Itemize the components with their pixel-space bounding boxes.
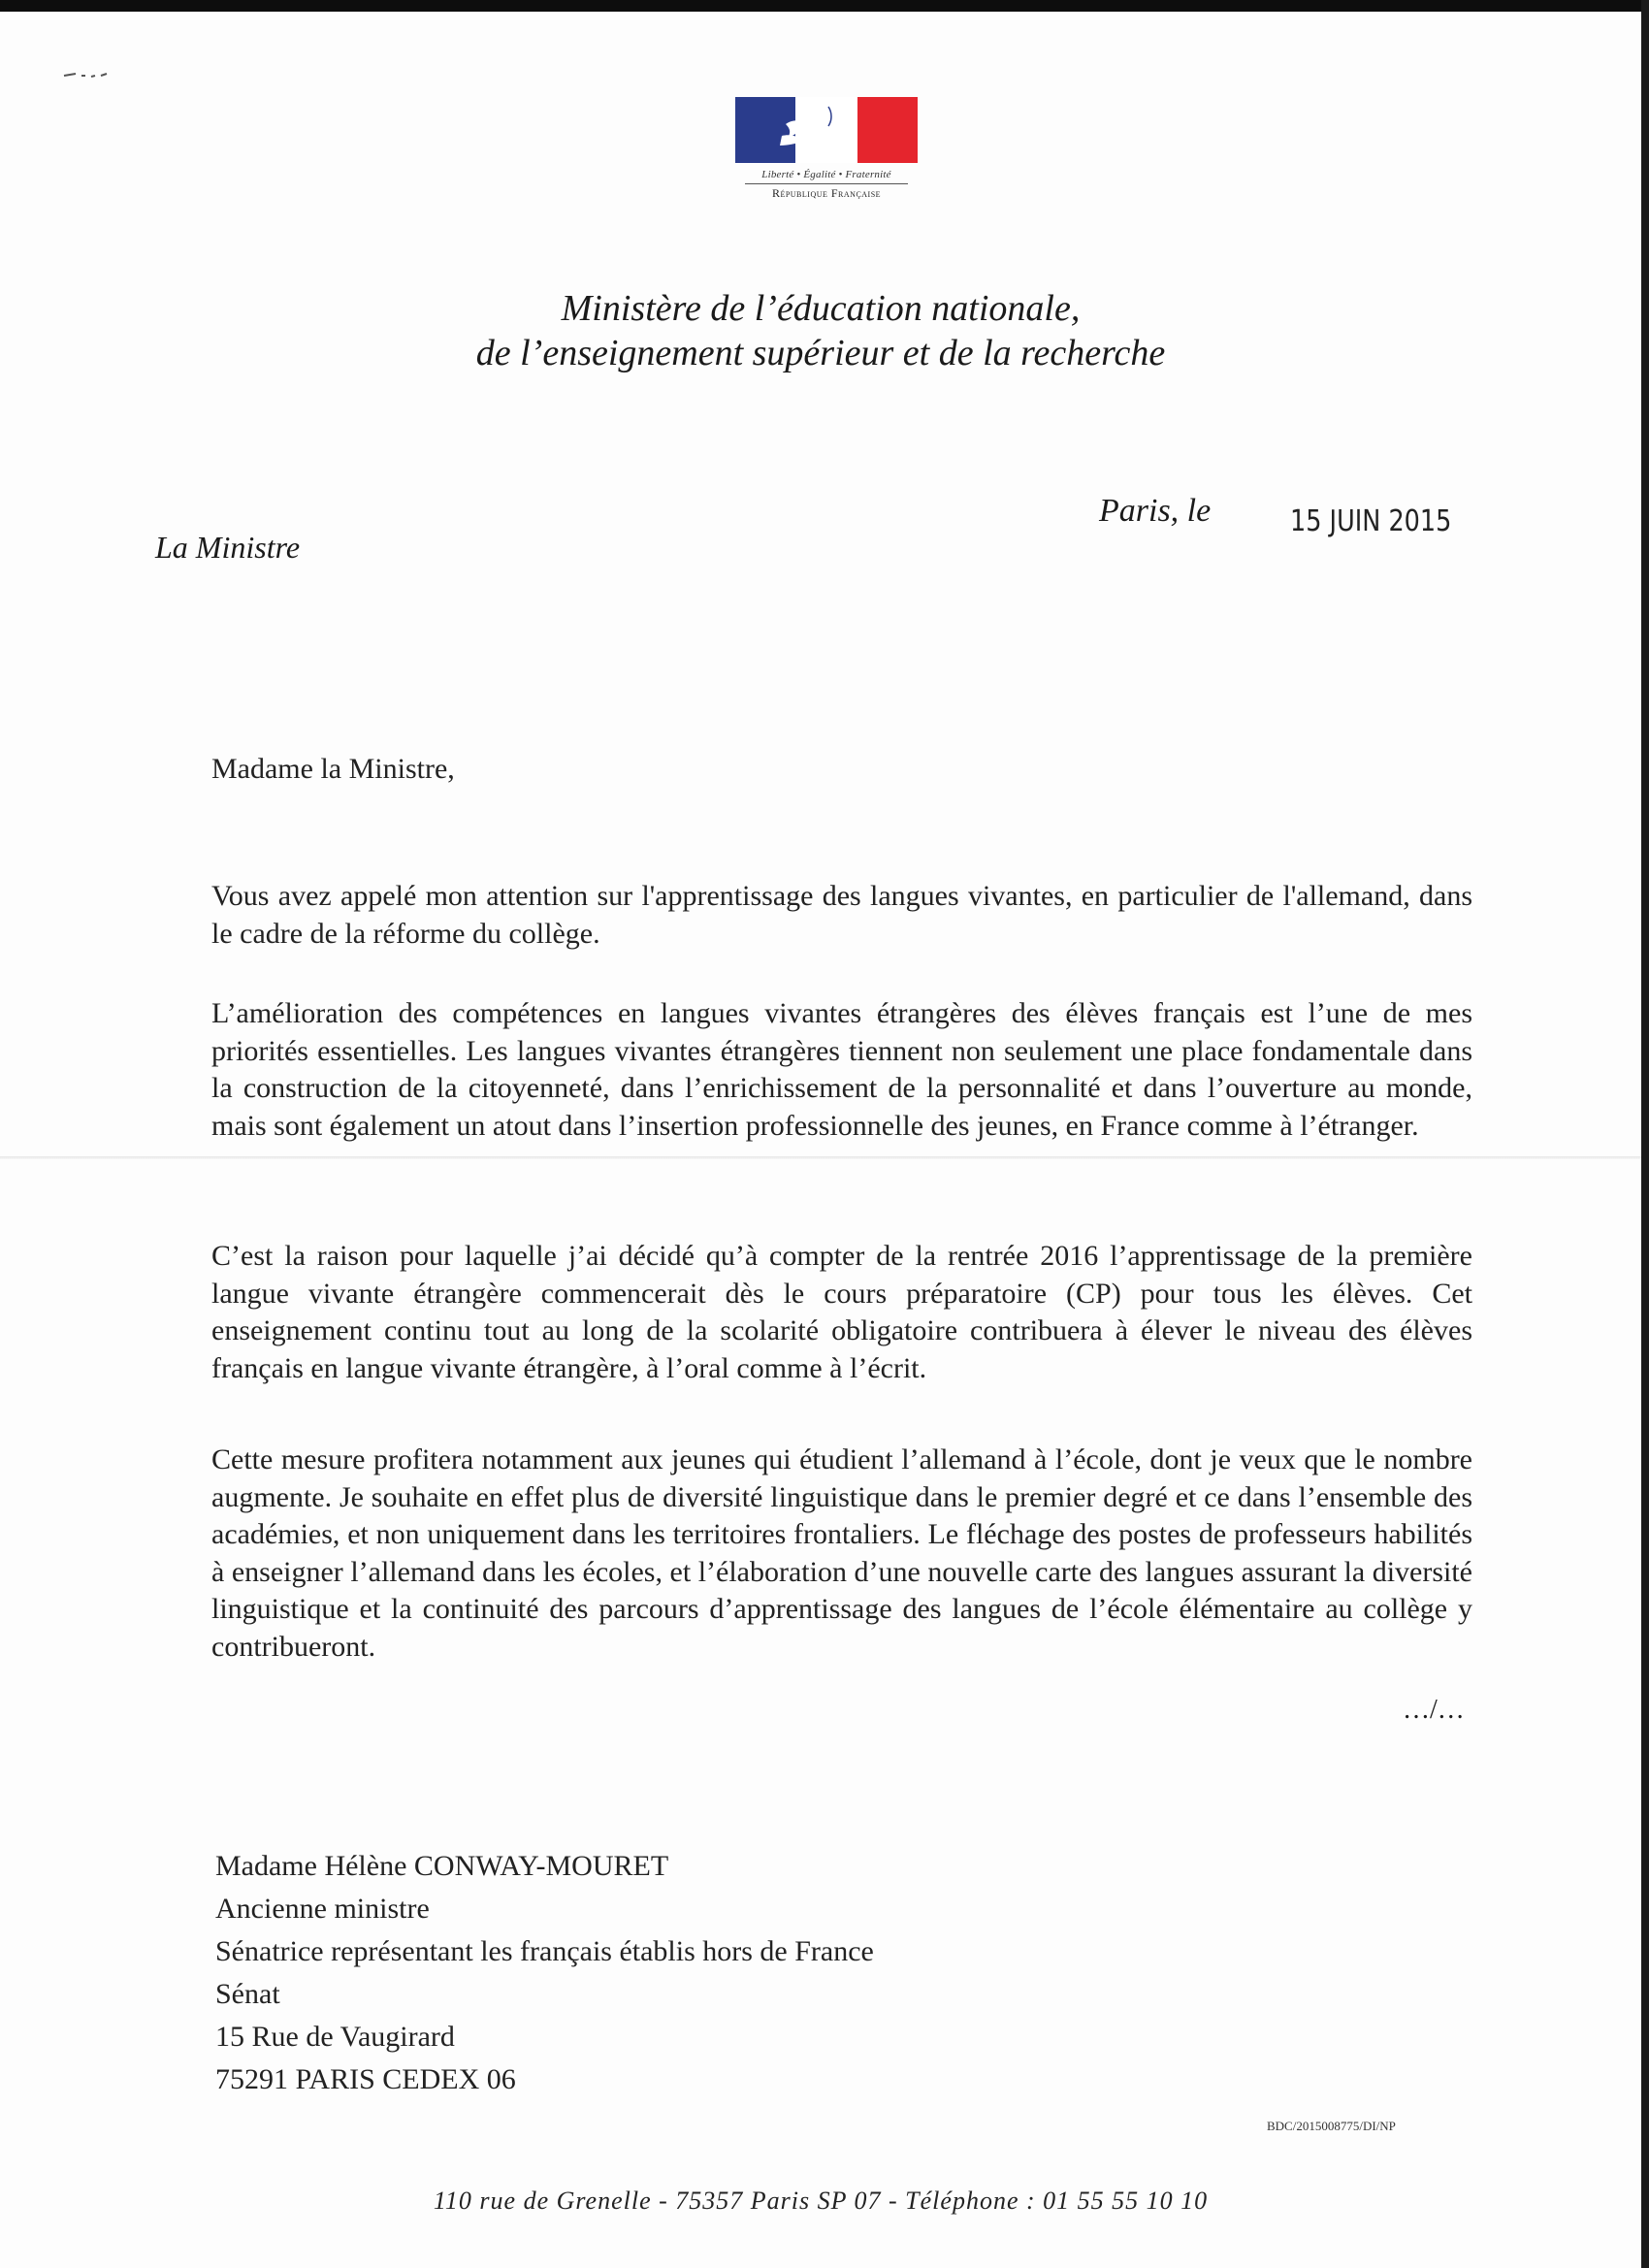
- paragraph-3: C’est la raison pour laquelle j’ai décidé qu’à compter de la rentrée 2016 l’apprentissage de la première langue vivante étrangère commencerait dès le cours préparatoire (CP) pour tous les élèves. Cet enseignement continu tout au long de la scolarité obligatoire contribuera à élever le niveau des élèves français en langue vivante étrangère, à l’oral comme à l’écrit.: [211, 1240, 1472, 1384]
- paragraph-4: Cette mesure profitera notamment aux jeunes qui étudient l’allemand à l’école, dont je veux que le nombre augmente. Je souhaite en effet plus de diversité linguistique dans le premier degré et ce dans l’ensemble des académies, et non uniquement dans les territoires frontaliers. Le fléchage des postes de professeurs habilités à enseigner l’allemand dans les écoles, et l’élaboration d’une nouvelle carte des langues assurant la diversité linguistique et la continuité des parcours d’apprentissage des langues de l’école élémentaire au collège y contribueront.: [211, 1443, 1472, 1663]
- tricolor-flag: [735, 97, 918, 163]
- paper-fold-line: [0, 1156, 1641, 1159]
- scan-corner-mark: [62, 70, 130, 80]
- marianne-profile-icon: [735, 97, 918, 163]
- salutation: Madame la Ministre,: [211, 753, 455, 785]
- recipient-title-1: Ancienne ministre: [215, 1893, 430, 1925]
- recipient-address: [215, 1845, 874, 2101]
- republic-motto: Liberté • Égalité • Fraternité: [761, 169, 891, 180]
- scan-frame-top: [0, 0, 1649, 12]
- paragraph-2: L’amélioration des compétences en langues vivantes étrangères des élèves français est l’une de mes priorités essentielles. Les langues vivantes étrangères tiennent non seulement une place fondamentale dans la construction de la citoyenneté, dans l’enrichissement de la personnalité et dans l’ouverture au monde, mais sont également un atout dans l’insertion professionnelle des jeunes, en France comme à l’étranger.: [211, 997, 1472, 1142]
- place-label: Paris, le: [1099, 493, 1212, 529]
- recipient-name: Madame Hélène CONWAY-MOURET: [215, 1850, 669, 1882]
- recipient-institution: Sénat: [215, 1978, 280, 2010]
- republique-francaise: République Française: [771, 186, 882, 200]
- recipient-city: 75291 PARIS CEDEX 06: [215, 2063, 516, 2095]
- scan-frame-right: [1641, 0, 1649, 2268]
- date-stamp: 15 JUIN 2015: [1290, 504, 1452, 538]
- sender-title: La Ministre: [155, 530, 301, 565]
- recipient-street: 15 Rue de Vaugirard: [215, 2021, 455, 2053]
- ministry-name-line1: Ministère de l’éducation nationale,: [561, 288, 1081, 329]
- logo-divider: [745, 183, 908, 184]
- ministry-name-line2: de l’enseignement supérieur et de la recherche: [475, 333, 1166, 373]
- paragraph-1: Vous avez appelé mon attention sur l'apprentissage des langues vivantes, en particulier de l'allemand, dans le cadre de la réforme du collège.: [211, 880, 1472, 950]
- continuation-mark: …/…: [1403, 1695, 1465, 1725]
- letter-page: [0, 12, 1641, 2268]
- footer-address: 110 rue de Grenelle - 75357 Paris SP 07 - Téléphone : 01 55 55 10 10: [433, 2187, 1209, 2215]
- marianne-logo: [735, 97, 918, 201]
- recipient-title-2: Sénatrice représentant les français établis hors de France: [215, 1935, 874, 1967]
- reference-code: BDC/2015008775/DI/NP: [1267, 2119, 1396, 2133]
